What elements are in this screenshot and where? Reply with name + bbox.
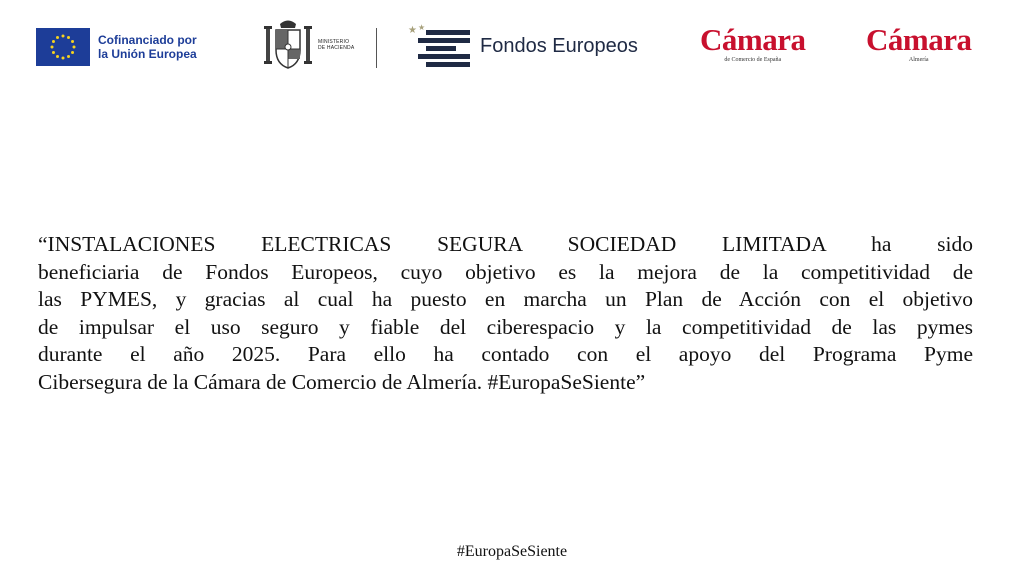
eu-star-icon bbox=[71, 40, 74, 43]
eu-star-icon bbox=[71, 51, 74, 54]
camara-almeria-logo bbox=[866, 24, 971, 64]
ministerio-text bbox=[318, 39, 354, 51]
eu-star-icon bbox=[62, 57, 65, 60]
footer-hashtag: #EuropaSeSiente bbox=[456, 543, 568, 560]
ministerio-line1: MINISTERIO bbox=[318, 39, 350, 45]
eu-cofinanced-logo bbox=[36, 28, 197, 66]
statement-line: durante el año 2025. Para ello ha contado con el apoyo del Programa Pyme bbox=[38, 342, 973, 367]
svg-text:★: ★ bbox=[418, 23, 426, 32]
camara-almeria-word: Cámara bbox=[866, 22, 972, 57]
camara-espana-logo bbox=[700, 24, 805, 64]
eu-star-icon bbox=[56, 36, 59, 39]
camara-almeria-sub: Almería bbox=[908, 57, 929, 63]
camara-espana-word: Cámara bbox=[700, 22, 806, 57]
logo-bar bbox=[0, 0, 1024, 90]
eu-star-icon bbox=[56, 55, 59, 58]
eu-star-icon bbox=[67, 55, 70, 58]
fondos-europeos-text: Fondos Europeos bbox=[480, 34, 638, 57]
logo-divider bbox=[376, 28, 377, 68]
eu-logo-line2: la Unión Europea bbox=[98, 47, 197, 61]
statement-line: las PYMES, y gracias al cual ha puesto en marcha un Plan de Acción con el objetivo bbox=[38, 287, 973, 312]
fondos-europeos-logo bbox=[406, 22, 638, 70]
statement-line: Cibersegura de la Cámara de Comercio de Almería. #EuropaSeSiente” bbox=[38, 369, 646, 394]
camara-espana-sub: de Comercio de España bbox=[724, 57, 782, 63]
eu-star-icon bbox=[51, 46, 54, 49]
coat-of-arms-icon bbox=[262, 18, 314, 72]
statement-line: “INSTALACIONES ELECTRICAS SEGURA SOCIEDAD LIMITADA ha sido bbox=[38, 232, 973, 256]
statement-line: de impulsar el uso seguro y fiable del ciberespacio y la competitividad de las pymes bbox=[38, 314, 973, 339]
eu-logo-line1: Cofinanciado por bbox=[98, 33, 197, 47]
eu-flag-icon bbox=[36, 28, 90, 66]
svg-text:★: ★ bbox=[408, 25, 417, 36]
statement-line: beneficiaria de Fondos Europeos, cuyo objetivo es la mejora de la competitividad de bbox=[38, 259, 973, 284]
ministerio-hacienda-logo bbox=[262, 18, 354, 72]
fondos-europeos-mark-icon bbox=[406, 22, 474, 70]
ministerio-line2: DE HACIENDA bbox=[318, 45, 355, 51]
eu-star-icon bbox=[73, 46, 76, 49]
eu-star-icon bbox=[62, 35, 65, 38]
eu-logo-text bbox=[98, 33, 197, 61]
beneficiary-statement bbox=[38, 231, 973, 397]
eu-star-icon bbox=[52, 40, 55, 43]
eu-star-icon bbox=[67, 36, 70, 39]
eu-star-icon bbox=[52, 51, 55, 54]
